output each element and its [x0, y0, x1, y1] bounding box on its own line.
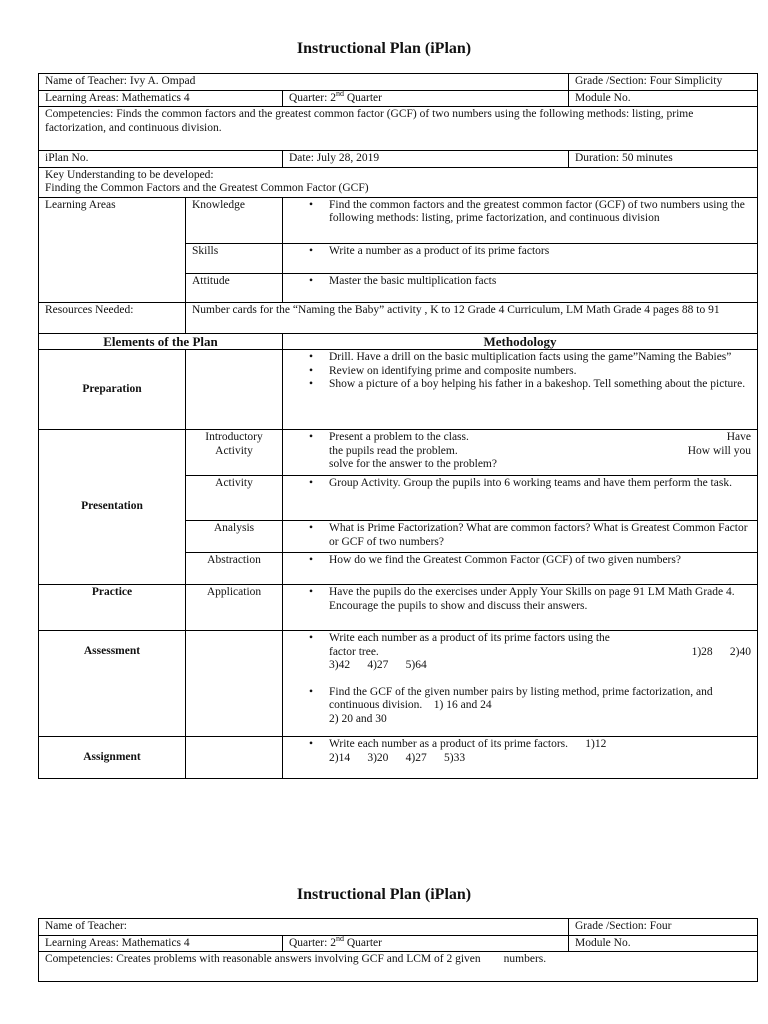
assignment-label: Assignment	[39, 737, 186, 779]
duration: Duration: 50 minutes	[569, 151, 758, 168]
introductory-activity: • Present a problem to the class. Have the pupils read the problem. How will you solve for the answer to the problem?	[283, 430, 758, 476]
key-understanding	[39, 167, 758, 197]
introductory-activity-label: Introductory Activity	[186, 430, 283, 476]
quarter: Quarter: 2nd Quarter	[283, 90, 569, 107]
activity: • Group Activity. Group the pupils into 6 working teams and have them perform the task.	[283, 476, 758, 521]
resources-label: Resources Needed:	[39, 302, 186, 333]
attitude-label: Attitude	[186, 273, 283, 302]
learning-areas-label: Learning Areas	[39, 197, 186, 302]
application: • Have the pupils do the exercises under Apply Your Skills on page 91 LM Math Grade 4. Encourage the pupils to show and discuss their answers.	[283, 585, 758, 631]
resources: Number cards for the “Naming the Baby” activity , K to 12 Grade 4 Curriculum, LM Math Grade 4 pages 88 to 91	[186, 302, 758, 333]
plan-table-2	[38, 918, 758, 982]
abstraction: • How do we find the Greatest Common Factor (GCF) of two given numbers?	[283, 553, 758, 585]
knowledge: • Find the common factors and the greatest common factor (GCF) of two numbers using the following methods: listing, prime factorization, and continuous division	[283, 197, 758, 243]
application-label: Application	[186, 585, 283, 631]
grade-section: Grade /Section: Four Simplicity	[569, 74, 758, 91]
plan-title: Instructional Plan (iPlan)	[296, 40, 472, 57]
assignment: • Write each number as a product of its prime factors. 1)12 2)14 3)20 4)27 5)33	[283, 737, 758, 779]
practice-label: Practice	[39, 585, 186, 631]
elements-header: Elements of the Plan	[39, 333, 283, 350]
preparation-steps	[283, 350, 758, 430]
module-no: Module No.	[569, 935, 758, 952]
date: Date: July 28, 2019	[283, 151, 569, 168]
key-understanding-text: Finding the Common Factors and the Greatest Common Factor (GCF)	[45, 182, 369, 194]
list-item: • Drill. Have a drill on the basic multiplication facts using the game”Naming the Babies”	[329, 351, 751, 365]
list-item: • Review on identifying prime and composite numbers.	[329, 365, 751, 379]
methodology-header: Methodology	[283, 333, 758, 350]
skills: • Write a number as a product of its prime factors	[283, 243, 758, 273]
teacher-name: Name of Teacher: Ivy A. Ompad	[39, 74, 569, 91]
module-no: Module No.	[569, 90, 758, 107]
attitude: • Master the basic multiplication facts	[283, 273, 758, 302]
quarter: Quarter: 2nd Quarter	[283, 935, 569, 952]
abstraction-label: Abstraction	[186, 553, 283, 585]
competencies: Competencies: Finds the common factors and the greatest common factor (GCF) of two numbers using the following methods: listing, prime factorization, and continuous division.	[39, 107, 758, 151]
grade-section: Grade /Section: Four	[569, 919, 758, 936]
assessment-label: Assessment	[39, 631, 186, 737]
plan-title-2: Instructional Plan (iPlan)	[296, 886, 472, 903]
plan-table	[38, 73, 758, 779]
analysis-label: Analysis	[186, 521, 283, 553]
list-item: • Find the GCF of the given number pairs by listing method, prime factorization, and continuous division. 1) 16 and 24 2) 20 and 30	[329, 686, 751, 727]
list-item: • Write each number as a product of its prime factors using the factor tree. 1)28 2)40 3)42 4)27 5)64	[329, 632, 751, 686]
presentation-label: Presentation	[39, 430, 186, 585]
learning-areas: Learning Areas: Mathematics 4	[39, 90, 283, 107]
activity-label: Activity	[186, 476, 283, 521]
competencies: Competencies: Creates problems with reasonable answers involving GCF and LCM of 2 given numbers.	[39, 952, 758, 982]
assignment-sub	[186, 737, 283, 779]
analysis: • What is Prime Factorization? What are common factors? What is Greatest Common Factor or GCF of two numbers?	[283, 521, 758, 553]
skills-label: Skills	[186, 243, 283, 273]
preparation-label: Preparation	[39, 350, 186, 430]
preparation-sub	[186, 350, 283, 430]
assessment	[283, 631, 758, 737]
knowledge-label: Knowledge	[186, 197, 283, 243]
assessment-sub	[186, 631, 283, 737]
teacher-name: Name of Teacher:	[39, 919, 569, 936]
learning-areas: Learning Areas: Mathematics 4	[39, 935, 283, 952]
iplan-no: iPlan No.	[39, 151, 283, 168]
key-understanding-label: Key Understanding to be developed:	[45, 168, 214, 181]
list-item: • Show a picture of a boy helping his father in a bakeshop. Tell something about the picture.	[329, 378, 751, 392]
